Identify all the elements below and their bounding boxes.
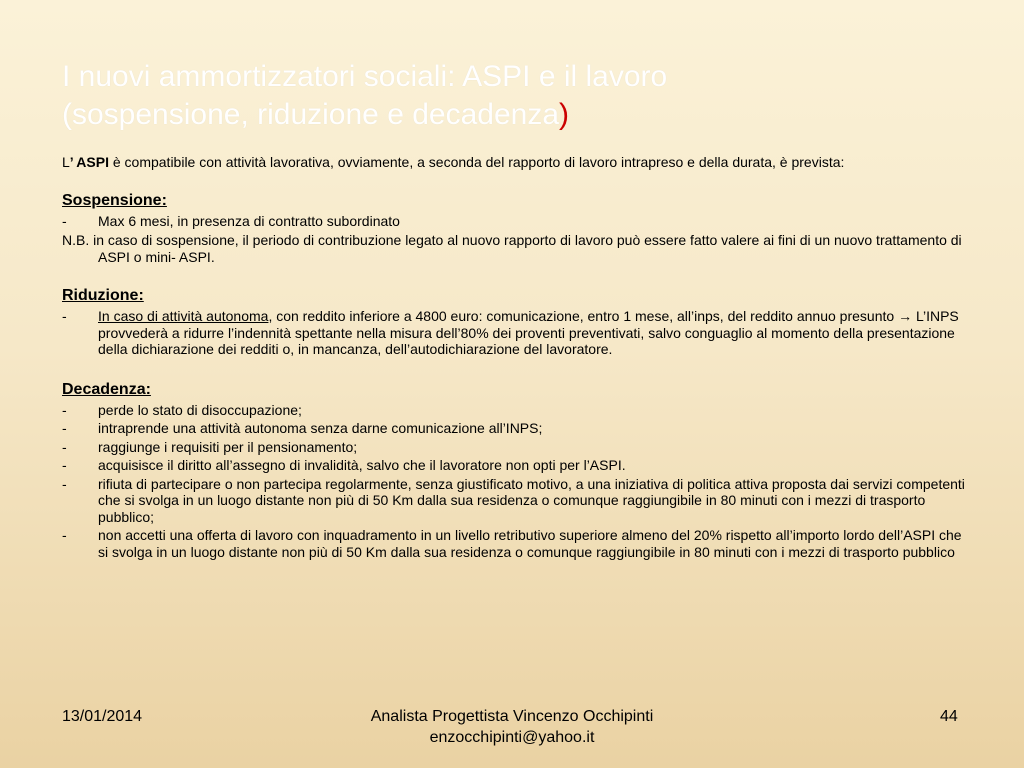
item-text: intraprende una attività autonoma senza darne comunicazione all’INPS;: [98, 420, 543, 436]
heading-sospensione: Sospensione:: [62, 191, 167, 209]
item-text: acquisisce il diritto all’assegno di invalidità, salvo che il lavoratore non opti per l’ASPI.: [98, 457, 626, 473]
footer-author-email: enzocchipinti@yahoo.it: [429, 729, 595, 746]
bullet-dash: -: [62, 457, 67, 473]
bullet-dash: -: [62, 308, 67, 324]
heading-decadenza: Decadenza:: [62, 380, 151, 398]
item-text: perde lo stato di disoccupazione;: [98, 401, 302, 418]
title-line-2: (sospensione, riduzione e decadenza: [62, 98, 560, 131]
list-item: [62, 213, 967, 230]
intro-paragraph: [62, 154, 967, 171]
item-underlined-text: In caso di attività autonoma: [98, 308, 269, 324]
item-text: Max 6 mesi, in presenza di contratto subordinato: [98, 212, 400, 229]
bullet-dash: -: [62, 401, 67, 418]
bullet-dash: -: [62, 475, 67, 492]
footer-author-name: Analista Progettista Vincenzo Occhipinti: [370, 708, 654, 725]
intro-text: è compatibile con attività lavorativa, ovviamente, a seconda del rapporto di lavoro intrapreso e della durata, è prevista:: [108, 154, 845, 170]
bullet-dash: -: [62, 527, 67, 543]
slide-body: [62, 154, 967, 560]
item-text: raggiunge i requisiti per il pensionamento;: [98, 438, 358, 455]
item-text-continued: L’INPS provvederà a ridurre l’indennità spettante nella misura dell’80% dei proventi preventivati, salvo conguaglio al momento della presentazione della dichiarazione dei redditi o, in mancanza, dell’autodichiarazione del lavoratore.: [98, 308, 959, 357]
bullet-dash: -: [62, 212, 67, 229]
list-item: [62, 476, 967, 526]
arrow-right-icon: →: [898, 308, 913, 324]
slide-title: [62, 58, 962, 134]
list-item: [62, 439, 967, 456]
footer-date: 13/01/2014: [62, 708, 143, 725]
bullet-dash: -: [62, 420, 67, 436]
title-close-paren: ): [559, 98, 570, 131]
title-line-1: I nuovi ammortizzatori sociali: ASPI e il lavoro: [62, 60, 668, 93]
page-number: 44: [940, 708, 958, 725]
footer-author: [312, 706, 712, 748]
item-text: non accetti una offerta di lavoro con inquadramento in un livello retributivo superiore almeno del 20% rispetto all’importo lordo dell’ASPI che si svolga in un luogo distante non più di 50 Km dalla sua residenza o comunque raggiungibile in 80 minuti con i mezzi di trasporto pubblico: [98, 527, 962, 560]
list-item: [62, 420, 967, 437]
list-item: [62, 402, 967, 419]
heading-riduzione: Riduzione:: [62, 287, 144, 304]
list-item: [62, 527, 967, 560]
nb-note: N.B. in caso di sospensione, il periodo di contribuzione legato al nuovo rapporto di lavoro può essere fatto valere ai fini di un nuovo trattamento di ASPI o mini- ASPI.: [62, 232, 962, 265]
item-text: rifiuta di partecipare o non partecipa regolarmente, senza giustificato motivo, a una iniziativa di politica attiva proposta dai servizi competenti che si svolga in un luogo distante non più di 50 Km dalla sua residenza o comunque raggiungibile in 80 minuti con i mezzi di trasporto pubblico;: [98, 475, 965, 525]
bullet-dash: -: [62, 438, 67, 455]
list-item: [62, 308, 967, 358]
item-text: , con reddito inferiore a 4800 euro: comunicazione, entro 1 mese, all’inps, del reddito annuo presunto: [268, 308, 899, 324]
list-item: [62, 457, 967, 474]
intro-prefix: L: [62, 154, 70, 170]
intro-aspi-bold: ’ ASPI: [69, 154, 109, 170]
